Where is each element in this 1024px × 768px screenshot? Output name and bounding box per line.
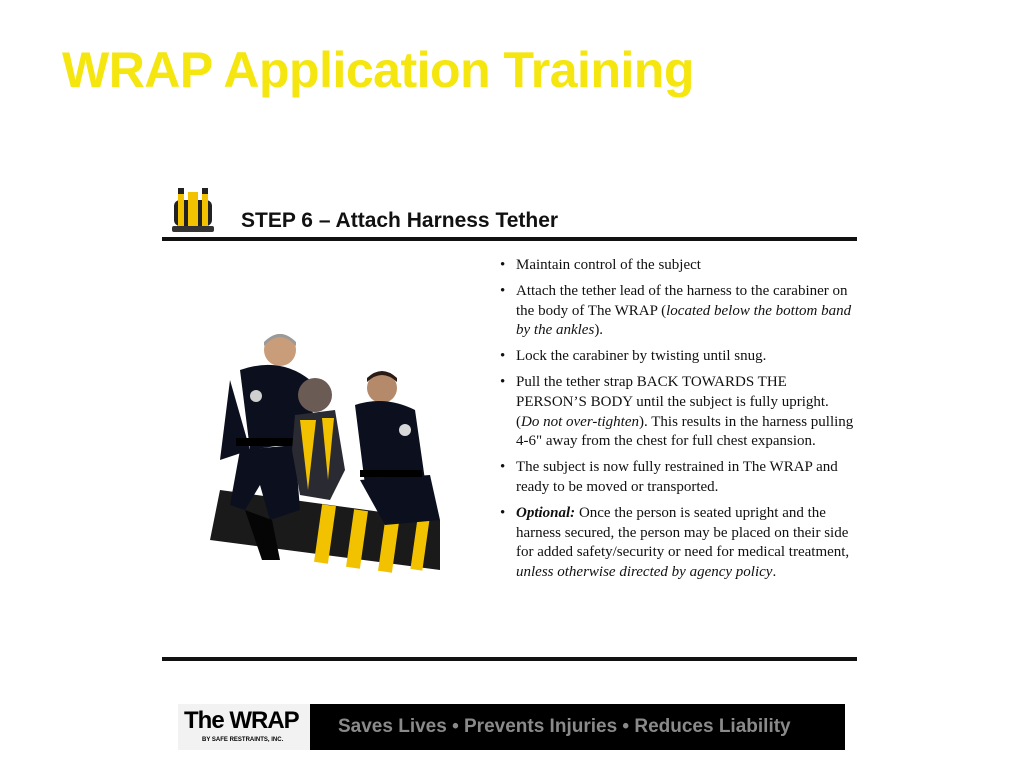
step-header bbox=[170, 186, 860, 236]
instruction-text-italic: Do not over-tighten bbox=[521, 413, 640, 430]
instruction-text: ). This results in the harness pulling 4-6" away from the chest for full chest expansion. bbox=[516, 413, 854, 450]
wrap-logo bbox=[178, 704, 312, 750]
instruction-item bbox=[500, 373, 855, 452]
bullet-icon: • bbox=[500, 282, 506, 299]
instruction-text: The subject is now fully restrained in The WRAP and ready to be moved or transported. bbox=[516, 459, 838, 495]
slide-title: WRAP Application Training bbox=[62, 42, 694, 98]
footer-banner bbox=[178, 704, 845, 750]
instruction-item bbox=[500, 256, 855, 276]
bottom-divider bbox=[162, 657, 857, 661]
instruction-text: Pull the tether strap BACK TOWARDS THE PERSON’S BODY until the subject is fully upright. ( bbox=[516, 373, 829, 430]
instruction-text: Once the person is seated upright and the harness secured, the person may be placed on their side for added safety/security or need for medical treatment, bbox=[516, 504, 850, 561]
instruction-item bbox=[500, 282, 855, 341]
bullet-icon: • bbox=[500, 504, 506, 521]
logo-text: The WRAP bbox=[184, 707, 299, 734]
instruction-item bbox=[500, 347, 855, 367]
instruction-text: . bbox=[772, 564, 777, 581]
instruction-text-bold-italic: Optional: bbox=[516, 504, 576, 521]
footer-tagline: Saves Lives • Prevents Injuries • Reduces Liability bbox=[338, 716, 791, 737]
officers-applying-wrap-photo bbox=[200, 320, 450, 580]
instruction-text-italic: unless otherwise directed by agency policy bbox=[516, 564, 773, 581]
instruction-item bbox=[500, 458, 855, 498]
instruction-text: Lock the carabiner by twisting until snug. bbox=[516, 348, 767, 365]
bullet-icon: • bbox=[500, 348, 506, 365]
instruction-list bbox=[500, 256, 855, 589]
bullet-icon: • bbox=[500, 459, 506, 476]
instruction-text: Maintain control of the subject bbox=[516, 257, 701, 273]
step-title: STEP 6 – Attach Harness Tether bbox=[241, 209, 559, 232]
instruction-item bbox=[500, 504, 855, 583]
harness-icon bbox=[170, 186, 216, 236]
instruction-text-italic: located below the bottom band by the ankles bbox=[516, 302, 852, 339]
logo-subtext: BY SAFE RESTRAINTS, INC. bbox=[202, 737, 284, 743]
instruction-text: Attach the tether lead of the harness to the carabiner on the body of The WRAP ( bbox=[516, 282, 848, 319]
top-divider bbox=[162, 237, 857, 241]
bullet-icon: • bbox=[500, 373, 506, 390]
instruction-text: ). bbox=[594, 322, 604, 339]
bullet-icon: • bbox=[500, 257, 506, 273]
